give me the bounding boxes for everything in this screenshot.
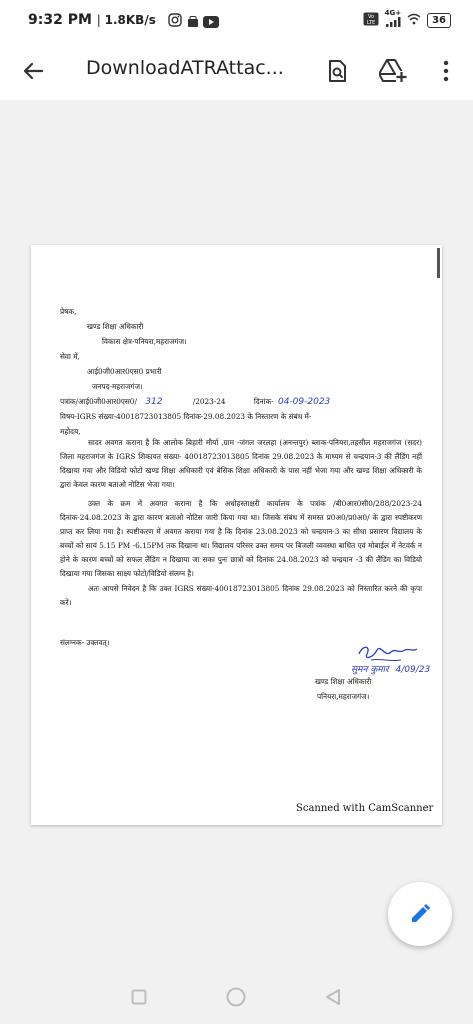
signature-name: सुमन कुमार bbox=[351, 665, 389, 675]
network-type: 4G+ bbox=[384, 9, 402, 17]
handwritten-date: 04-09-2023 bbox=[277, 397, 331, 407]
find-in-document-button[interactable] bbox=[322, 56, 352, 86]
handwritten-number: 312 bbox=[145, 397, 163, 407]
recents-button[interactable] bbox=[126, 984, 152, 1010]
scanner-watermark: Scanned with CamScanner bbox=[296, 803, 434, 814]
status-right bbox=[363, 10, 451, 30]
triangle-back-icon bbox=[325, 988, 341, 1006]
wifi-icon bbox=[407, 13, 421, 28]
youtube-icon bbox=[203, 13, 219, 32]
signal-icon bbox=[385, 17, 401, 30]
instagram-icon bbox=[168, 12, 182, 31]
pencil-icon bbox=[408, 902, 432, 926]
document-search-icon bbox=[325, 59, 349, 83]
app-toolbar bbox=[0, 42, 473, 100]
document-page[interactable] bbox=[31, 245, 442, 825]
network-speed: 1.8KB/s bbox=[104, 13, 156, 27]
more-vertical-icon bbox=[442, 60, 450, 82]
nav-back-button[interactable] bbox=[320, 984, 346, 1010]
recipient-title: आई0जी0आर0एस0 प्रभारी bbox=[87, 367, 162, 376]
recipient-office: जनपद-महराजगंज। bbox=[92, 382, 143, 391]
clock: 9:32 PM bbox=[28, 12, 92, 28]
scroll-indicator[interactable] bbox=[437, 248, 440, 278]
signatory-title: खण्ड शिक्षा अधिकारी bbox=[315, 677, 372, 686]
paragraph-2: उक्त के क्रम में अवगत कराना है कि अधोहस्ताक्षरी कार्यालय के पत्रांक /बी0आर0सी0/288/2023-24 दिनांक-24.08.2023 के द्वारा कारण बताओ नोटिस जारी किया गया था। जिसके संबंध में समस्त प्र0अ0/प्र0अ0/ के द्वारा स्पष्टीकरण प्राप्त कर लिया गया है। स्पष्टीकरण में अवगत कराया गया है कि दिनांक 23.08.2023 को चन्द्रयान-3 का सीधा प्रसारण विद्यालय के बच्चों को सायं 5.15 PM -6.15PM तक दिखाना था। विद्यालय परिसर उक्त समय पर बिजली व्यवस्था बाधित एवं मोबाईल में नेटवर्क न होने के कारण बच्चों को सफल लैंडिग न दिखाया जा सका पुनः छात्रों को दिनांक 24.08.2023 को चन्द्रयान -3 की लैंडिंग का विडियो दिखाया गया जिसका साक्ष्य फोटो/विडियो संलग्न है। bbox=[60, 499, 422, 578]
recipient-label: सेवा में, bbox=[60, 352, 80, 361]
signature-date: 4/09/23 bbox=[395, 665, 431, 675]
home-button[interactable] bbox=[223, 984, 249, 1010]
signature bbox=[351, 640, 431, 675]
more-options-button[interactable] bbox=[431, 56, 461, 86]
document-title: DownloadATRAttac... bbox=[86, 57, 284, 79]
circle-icon bbox=[225, 986, 247, 1008]
add-to-drive-button[interactable] bbox=[378, 56, 408, 86]
sender-office: विकास क्षेत्र-पनियरा,महराजगंज। bbox=[102, 337, 187, 346]
system-navigation-bar bbox=[0, 972, 473, 1024]
letter-reference: पत्रांक/आई0जी0आर0एस0/ 312 /2023-24 दिनांक- 04-09-2023 bbox=[60, 397, 331, 407]
sender-title: खण्ड शिक्षा अधिकारी bbox=[87, 322, 144, 331]
app-notification-icon bbox=[187, 13, 199, 32]
salutation: महोदय, bbox=[60, 427, 81, 436]
status-bar bbox=[0, 0, 473, 42]
add-to-drive-icon bbox=[379, 58, 407, 84]
battery-indicator: 36 bbox=[427, 13, 451, 28]
svg-text:Vo: Vo bbox=[367, 13, 374, 20]
enclosure-note: संलग्नक- उक्तवत्। bbox=[60, 638, 110, 647]
paragraph-3: अतः आपसे निवेदन है कि उक्त IGRS संख्या-40018723013805 दिनांक 29.08.2023 को निस्तारित करने की कृपा करें। bbox=[60, 584, 422, 607]
svg-text:LTE: LTE bbox=[366, 19, 375, 26]
paragraph-1: सादर अवगत कराना है कि आलोक बिहारी मौर्या ,ग्राम -जंगल जरलहा (अनन्तपुर) ब्लाक-पनियरा,तहसील महराजगंज (सदर) जिला महराजगंज के IGRS शिकायत संख्या- 40018723013805 दिनांक 29.08.2023 के माध्यम से चन्द्रयान-3 की लैंडिंग नहीं दिखाया गया और विडियो फोटो खण्ड शिक्षा अधिकारी एवं बेसिक शिक्षा अधिकारी के पास नहीं भेजा गया और खण्ड शिक्षा अधिकारी के द्वारा केवल कारण बताओ नोटिस भेजा गया। bbox=[60, 438, 422, 489]
back-arrow-icon bbox=[18, 56, 48, 86]
status-time: 9:32 PM | 1.8KB/s bbox=[28, 12, 156, 28]
volte-icon bbox=[363, 12, 379, 29]
back-button[interactable] bbox=[18, 56, 48, 86]
signatory-place: पनियरा,महराजगंज। bbox=[317, 692, 370, 701]
sender-label: प्रेषक, bbox=[60, 307, 77, 316]
edit-fab-button[interactable] bbox=[388, 882, 452, 946]
letter-subject: विषय-IGRS संख्या-40018723013805 दिनांक-29.08.2023 के निस्तारण के संबंध में- bbox=[60, 412, 312, 421]
square-icon bbox=[131, 989, 147, 1005]
